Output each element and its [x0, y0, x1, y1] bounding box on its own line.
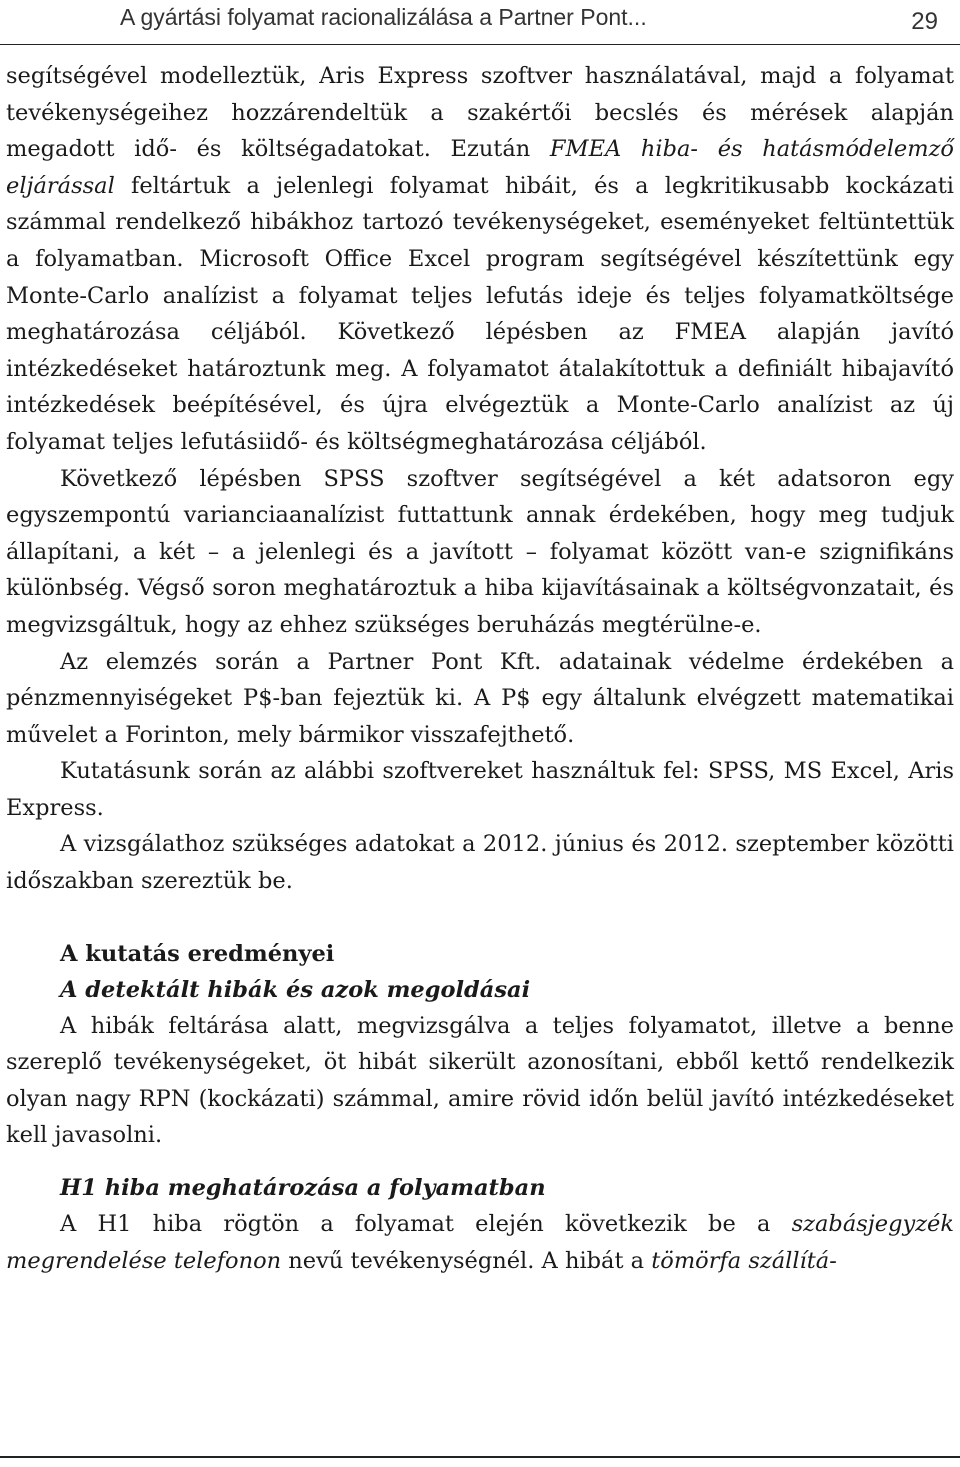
text-run: nevű tevékenységnél. A hibát a — [281, 1247, 652, 1274]
italic-activity-name: szabásjegyzék megrendelése telefonon — [6, 1211, 954, 1274]
paragraph-currency: Az elemzés során a Partner Pont Kft. adatainak védelme érdekében a pénzmennyiségeket P$-ban fejeztük ki. A P$ egy általunk elvégzett matematikai művelet a Forinton, mely bármikor visszafejthető. — [6, 648, 954, 748]
paragraph-spss: Következő lépésben SPSS szoftver segítségével a két adatsoron egy egyszempontú varianciaanalízist futtattunk annak érdekében, hogy meg tudjuk állapítani, a két – a jelenlegi és a javított – folyamat között van-e szignifikáns különbség. Végső soron meghatároztuk a hiba kijavításainak a költségvonzatait, és megvizsgáltuk, hogy az ehhez szükséges beruházás megtérülne-e. — [6, 465, 954, 638]
paragraph-errors-found: A hibák feltárása alatt, megvizsgálva a teljes folyamatot, illetve a benne szereplő tevékenységeket, öt hibát sikerült azonosítani, ebből kettő rendelkezik olyan nagy RPN (kockázati) számmal, amire rövid időn belül javító intézkedéseket kell javasolni. — [6, 1012, 954, 1149]
page-number: 29 — [911, 8, 938, 35]
footer-rule — [0, 1456, 960, 1458]
subsection-heading: A detektált hibák és azok megoldásai — [60, 976, 531, 1003]
running-header — [0, 0, 960, 45]
h1-error-heading: H1 hiba meghatározása a folyamatban — [60, 1175, 546, 1202]
paragraph-methodology — [6, 58, 954, 461]
text-run: segítségével modelleztük, Aris Express szoftver használatával, majd a folyamat tevékenységeihez hozzárendeltük a szakértői becslés és mérések alapján megadott idő- és költségadatokat. Ezután — [6, 63, 954, 163]
paragraph-data-period: A vizsgálathoz szükséges adatokat a 2012. június és 2012. szeptember közötti időszakban szereztük be. — [6, 831, 954, 895]
paragraph-h1-error — [6, 1206, 954, 1279]
text-run: feltártuk a jelenlegi folyamat hibáit, és a legkritikusabb kockázati számmal rendelkező hibákhoz tartozó tevékenységeket, eseményeket feltüntettük a folyamatban. Microsoft Office Excel program segítségével készítettünk egy Monte-Carlo analízist a folyamat teljes lefutás ideje és teljes folyamatköltsége meghatározása céljából. Következő lépésben az FMEA alapján javító intézkedéseket határoztunk meg. A folyamatot átalakítottuk a definiált hibajavító intézkedések beépítésével, és újra elvégeztük a Monte-Carlo analízist az új folyamat teljes lefutásiidő- és költségmeghatározása céljából. — [6, 172, 954, 455]
paragraph-software: Kutatásunk során az alábbi szoftvereket használtuk fel: SPSS, MS Excel, Aris Express. — [6, 758, 954, 821]
section-heading: A kutatás eredményei — [60, 940, 335, 967]
italic-term-fmea: FMEA hiba- és hatásmódelemző eljárással — [6, 136, 954, 199]
italic-activity-name: tömörfa szállítá- — [651, 1247, 837, 1274]
page-body — [6, 58, 954, 1279]
running-header-title: A gyártási folyamat racionalizálása a Partner Pont... — [120, 4, 647, 30]
text-run: A H1 hiba rögtön a folyamat elején következik be a — [60, 1211, 792, 1238]
